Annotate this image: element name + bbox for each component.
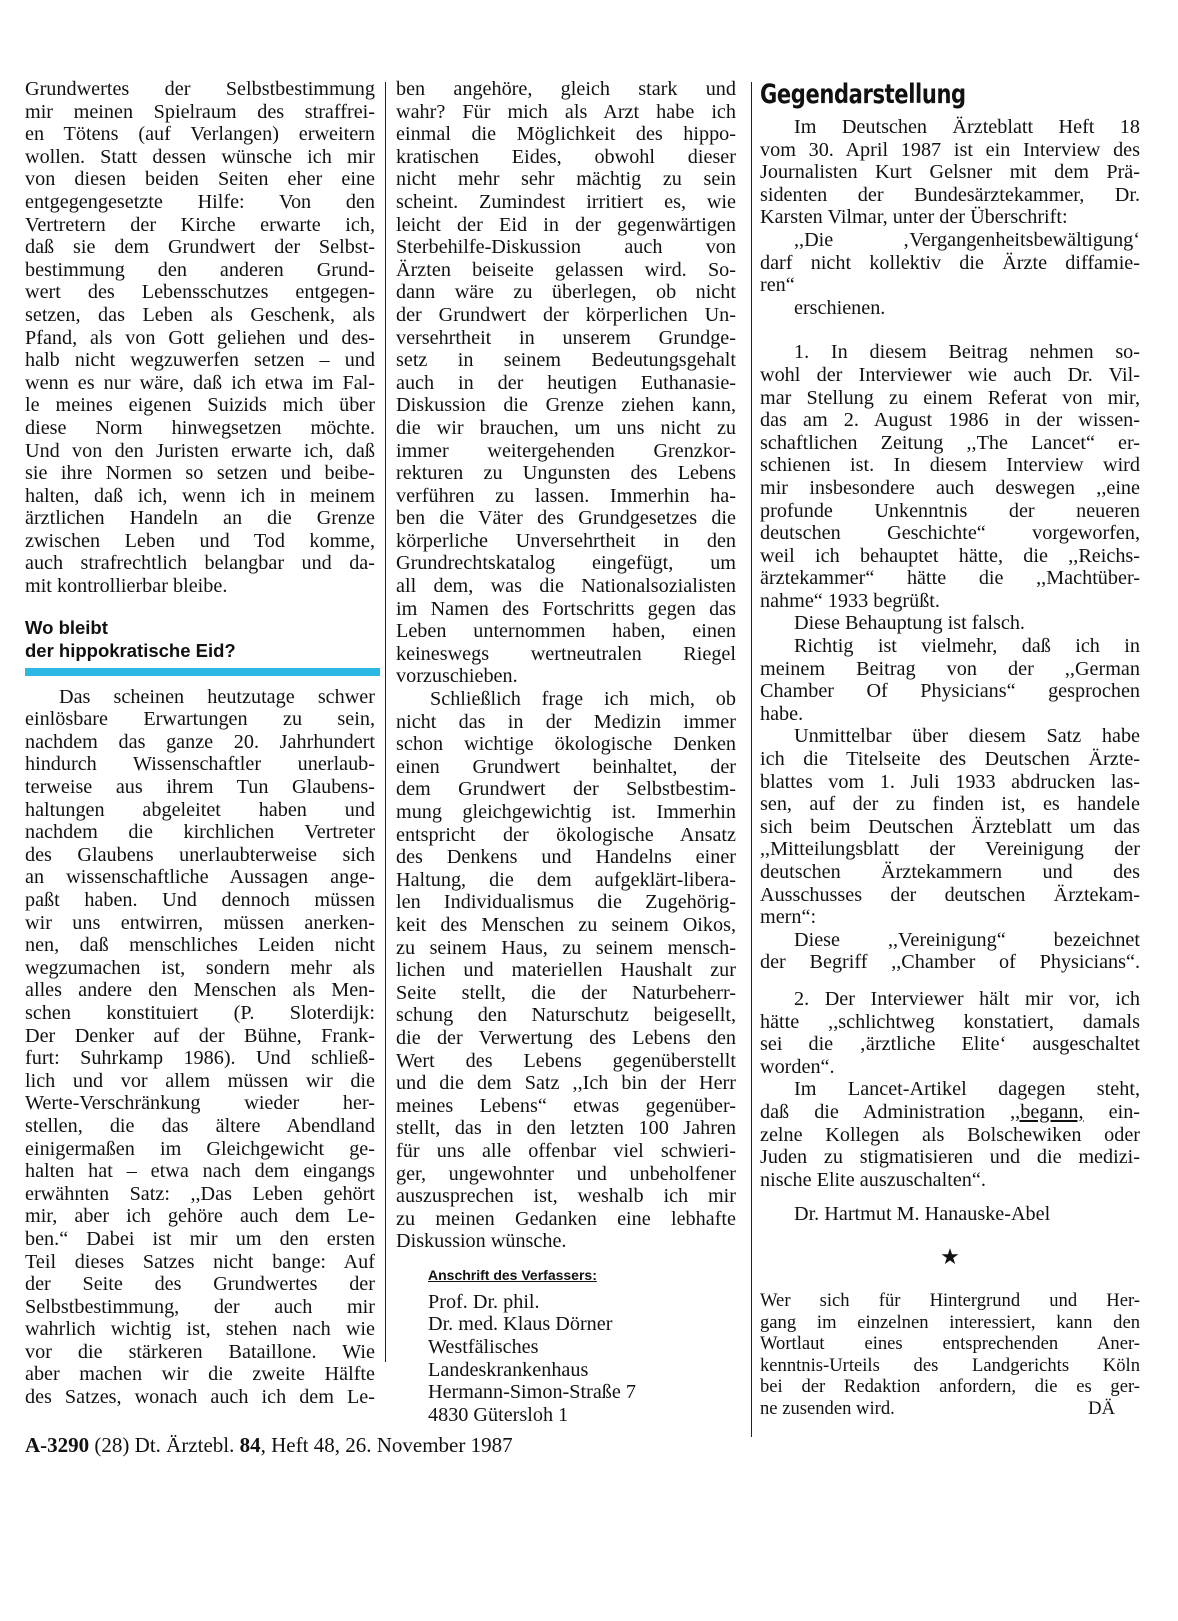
text-line: mir insbesondere auch deswegen ,,eine — [760, 476, 1140, 499]
erschienen-line — [760, 297, 1140, 320]
text-line: Leben unternommen haben, einen — [396, 620, 736, 643]
text-line: einen Grundwert beinhaltet, der — [396, 755, 736, 778]
text-line: ne zusenden wird. DÄ — [760, 1397, 1115, 1419]
text-line: daß sie dem Grundwert der Selbst- — [25, 236, 375, 259]
false-claim-line — [760, 612, 1140, 635]
text-line: ich die Titelseite des Deutschen Ärzte- — [760, 748, 1140, 771]
text-line: das am 2. August 1986 in der wissen- — [760, 409, 1140, 432]
text-line: mung gleichgewichtig ist. Immerhin — [396, 801, 736, 823]
text-line: wahrlich wichtig ist, stehen nach wie — [25, 1318, 375, 1341]
text-line: des Glaubens unerlaubterweise sich — [25, 843, 375, 866]
text-line: Diskussion die Grenze ziehen kann, — [396, 394, 736, 417]
text-line: mar Stellung zu einem Referat von mir, — [760, 386, 1140, 409]
text-line: setzen, das Leben als Geschenk, als — [25, 303, 375, 326]
text-line: auszusprechen ist, weshalb ich mir — [396, 1185, 736, 1208]
text-line: en Tötens (auf Verlangen) erweitern — [25, 123, 375, 146]
text-line: des Denkens und Handelns einer — [396, 846, 736, 869]
editor-initials: DÄ — [1088, 1397, 1115, 1419]
text-line: Werte-Verschränkung wieder her- — [25, 1092, 375, 1115]
text-line: vorzuschieben. — [396, 665, 518, 688]
text-line: ben.“ Dabei ist mir um den ersten — [25, 1227, 375, 1250]
text-line: und die dem Satz ,,Ich bin der Herr — [396, 1072, 736, 1095]
text-line: Landeskrankenhaus — [428, 1358, 589, 1381]
citation-prefix: (28) Dt. Ärztebl. — [89, 1433, 240, 1457]
text-line: stellt, das in den letzten 100 Jahren — [396, 1117, 736, 1140]
text-line: Hermann-Simon-Straße 7 — [428, 1381, 636, 1404]
text-line: schienen ist. In diesem Interview wird — [760, 454, 1140, 477]
text-line: setz in seinem Bedeutungsgehalt — [396, 349, 736, 372]
text-line: auch in der heutigen Euthanasie- — [396, 371, 736, 394]
text-line: erschienen. — [794, 296, 886, 319]
text-line: an wissenschaftliche Aussagen ange- — [25, 866, 375, 889]
text-line: halten, daß ich, wenn ich in meinem — [25, 484, 375, 507]
subheading-line: Wo bleibt — [25, 616, 108, 638]
citation-suffix: , Heft 48, 26. November 1987 — [260, 1433, 513, 1457]
text-line: Wert des Lebens gegenüberstellt — [396, 1049, 736, 1072]
text-line: darf nicht kollektiv die Ärzte diffamie- — [760, 251, 1140, 274]
text-line: vor die stärkeren Bataillone. Wie — [25, 1340, 375, 1363]
text-line: wert des Lebensschutzes entgegen- — [25, 281, 375, 304]
point-1-paragraph — [760, 341, 1140, 612]
text-line: immer weitergehenden Grenzkor- — [396, 439, 736, 462]
text-line: wahr? Für mich als Arzt habe ich — [396, 100, 736, 123]
text-line: Im Deutschen Ärzteblatt Heft 18 — [794, 116, 1140, 138]
text-line: leicht der Eid in der gegenwärtigen — [396, 213, 736, 236]
subheading-accent-bar — [25, 668, 380, 676]
text-line: nachdem das ganze 20. Jahrhundert — [25, 730, 375, 753]
text-line: dann wäre zu überlegen, ob nicht — [396, 281, 736, 304]
text-line: ben die Väter des Grundgesetzes die — [396, 507, 736, 530]
text-line: keineswegs wertneutralen Riegel — [396, 642, 736, 665]
column-divider-2 — [751, 82, 752, 1437]
text-line: Haltung, die dem aufgeklärt-libera- — [396, 868, 736, 891]
text-line: meinem Beitrag von der ,,German — [760, 657, 1140, 680]
text-line: ben angehöre, gleich stark und — [396, 78, 736, 100]
text-line: worden“. — [760, 1055, 835, 1078]
text-line: ,,Mitteilungsblatt der Vereinigung der — [760, 838, 1140, 861]
quoted-title — [760, 229, 1140, 297]
text-line: Pfand, als von Gott geliehen und des- — [25, 326, 375, 349]
page-footer — [25, 1433, 513, 1458]
text-line: körperliche Unversehrtheit in den — [396, 529, 736, 552]
text-line: wir uns entwirren, müssen anerken- — [25, 911, 375, 934]
text-line: Grundrechtskatalog eingefügt, um — [396, 552, 736, 575]
text-line: die der Verwertung des Lebens den — [396, 1026, 736, 1049]
text-line: nahme“ 1933 begrüßt. — [760, 589, 940, 612]
address-heading: Anschrift des Verfassers: — [428, 1266, 597, 1283]
text-line: 1. In diesem Beitrag nehmen so- — [794, 341, 1140, 364]
text-line: Im Lancet-Artikel dagegen steht, — [794, 1078, 1140, 1101]
text-line: wohl der Interviewer wie auch Dr. Vil- — [760, 363, 1140, 386]
text-line: zelne Kollegen als Bolschewiken oder — [760, 1123, 1140, 1146]
text-line: Grundwertes der Selbstbestimmung — [25, 78, 375, 100]
text-line: nische Elite auszuschalten“. — [760, 1168, 986, 1191]
text-line: diese Norm hinwegsetzen möchte. — [25, 416, 375, 439]
text-line: schen konstituiert (P. Sloterdijk: — [25, 1001, 375, 1024]
text-line: kratischen Eides, obwohl dieser — [396, 145, 736, 168]
column-2 — [396, 78, 736, 1426]
volume-number: 84 — [239, 1433, 261, 1457]
text-line: die wir brauchen, um uns nicht zu — [396, 416, 736, 439]
text-line: keit des Menschen zu seinem Oikos, — [396, 913, 736, 936]
col2-paragraph-1 — [396, 78, 736, 688]
text-line: vom 30. April 1987 ist ein Interview des — [760, 138, 1140, 161]
text-line: scheint. Zumindest irritiert es, wie — [396, 190, 736, 213]
text-line: einlösbare Erwartungen zu sein, — [25, 708, 375, 731]
text-line: auch strafrechtlich belangbar und da- — [25, 552, 375, 575]
text-line: erwähnten Satz: ,,Das Leben gehört — [25, 1182, 375, 1205]
text-line: halten hat – etwa nach dem eingangs — [25, 1160, 375, 1183]
text-line: furt: Suhrkamp 1986). Und schließ- — [25, 1047, 375, 1070]
text-line: des Satzes, wonach auch ich dem Le- — [25, 1386, 375, 1409]
text-line: entspricht der ökologische Ansatz — [396, 823, 736, 846]
text-line: schung den Naturschutz beigesellt, — [396, 1004, 736, 1027]
text-line: nen, daß menschliches Leiden nicht — [25, 934, 375, 957]
text-line: Richtig ist vielmehr, daß ich in — [794, 635, 1140, 658]
text-line: zu seinem Haus, zu seinem mensch- — [396, 936, 736, 959]
text-line: für uns alle offenbar viel schwieri- — [396, 1139, 736, 1162]
text-line: entgegengesetzte Hilfe: Von den — [25, 190, 375, 213]
text-line: ärztekammer“ hätte die ,,Machtüber- — [760, 567, 1140, 590]
text-line: kenntnis-Urteils des Landgerichts Köln — [760, 1354, 1140, 1376]
text-line: Selbstbestimmung, der auch mir — [25, 1295, 375, 1318]
text-line: Sterbehilfe-Diskussion auch von — [396, 236, 736, 259]
text-line: Der Denker auf der Bühne, Frank- — [25, 1024, 375, 1047]
text-line: le meines eigenen Suizids mich über — [25, 394, 375, 417]
text-line: habe. — [760, 702, 804, 725]
text-line: ärztlichen Handeln an die Grenze — [25, 507, 375, 530]
star-divider-icon: ★ — [940, 1243, 960, 1269]
text-line: weil ich behauptet hätte, die ,,Reichs- — [760, 544, 1140, 567]
text-line: Prof. Dr. phil. — [428, 1290, 540, 1313]
text-line: einigermaßen im Gleichgewicht ge- — [25, 1137, 375, 1160]
text-line: Vertretern der Kirche erwarte ich, — [25, 213, 375, 236]
text-line: haltungen abgeleitet haben und — [25, 798, 375, 821]
text-line: wenn es nur wäre, daß ich etwa im Fal- — [25, 371, 375, 394]
text-line: blattes vom 1. Juli 1933 abdrucken las- — [760, 770, 1140, 793]
text-line: meines Lebens“ etwas gegenüber- — [396, 1094, 736, 1117]
text-line: Das scheinen heutzutage schwer — [59, 685, 375, 708]
text-line: schon wichtige ökologische Denken — [396, 733, 736, 756]
text-line: len Individualismus die Zugehörig- — [396, 891, 736, 914]
text-line: alles andere den Menschen als Men- — [25, 979, 375, 1002]
vereinigung-paragraph — [760, 929, 1140, 974]
text-line: Wer sich für Hintergrund und Her- — [760, 1289, 1140, 1311]
text-line: Unmittelbar über diesem Satz habe — [794, 725, 1140, 748]
text-line: mir, aber ich gehöre auch dem Le- — [25, 1205, 375, 1228]
text-line: Juden zu stigmatisieren und die medizi- — [760, 1146, 1140, 1169]
text-line: bestimmung den anderen Grund- — [25, 258, 375, 281]
text-line: sich beim Deutschen Ärzteblatt um das — [760, 815, 1140, 838]
text-line: nicht das in der Medizin immer — [396, 710, 736, 733]
text-line: der Grundwert der körperlichen Un- — [396, 303, 736, 326]
text-line: von diesen beiden Seiten eher eine — [25, 168, 375, 191]
text-line: rekturen zu Ungunsten des Lebens — [396, 462, 736, 485]
editorial-note — [760, 1290, 1140, 1420]
text-line: hätte ,,schlichtweg konstatiert, damals — [760, 1010, 1140, 1033]
text-line: Ausschusses der deutschen Ärztekam- — [760, 883, 1140, 906]
text-line: ren“ — [760, 274, 795, 297]
text-line: Diskussion wünsche. — [396, 1230, 567, 1253]
text-line: hindurch Wissenschaftler unerlaub- — [25, 753, 375, 776]
text-line: mern“: — [760, 906, 817, 929]
lancet-paragraph — [760, 1078, 1140, 1191]
text-line: lichen und materiellen Haushalt zur — [396, 959, 736, 982]
text-line: gang im einzelnen interessiert, kann den — [760, 1311, 1140, 1333]
text-line: versehrtheit in unserem Grundge- — [396, 326, 736, 349]
text-line: der Seite des Grundwertes der — [25, 1273, 375, 1296]
text-line: einmal die Möglichkeit des hippo- — [396, 123, 736, 146]
column-1 — [25, 78, 375, 1409]
text-line: Diese ,,Vereinigung“ bezeichnet — [794, 928, 1140, 951]
text-line: nachdem die kirchlichen Vertreter — [25, 821, 375, 844]
page-number: A-3290 — [25, 1433, 90, 1457]
col1-paragraph-1 — [25, 78, 375, 598]
text-line: wegzumachen ist, sondern mehr als — [25, 956, 375, 979]
text-line: sei die ‚ärztliche Elite‘ ausgeschaltet — [760, 1033, 1140, 1056]
text-line: im Namen des Fortschritts gegen das — [396, 597, 736, 620]
text-line: bei der Redaktion anfordern, die es ger- — [760, 1376, 1140, 1398]
text-line: 2. Der Interviewer hält mir vor, ich — [794, 987, 1140, 1010]
gegendarstellung-heading: Gegendarstellung — [760, 79, 966, 110]
signature: Dr. Hartmut M. Hanauske-Abel — [794, 1203, 1051, 1226]
text-line: Seite stellt, die der Naturbeherr- — [396, 981, 736, 1004]
text-line: daß die Administration ,,begann, ein- — [760, 1100, 1141, 1123]
section-subheading — [25, 616, 375, 676]
author-address — [396, 1291, 736, 1427]
point-2-paragraph — [760, 988, 1140, 1078]
underlined-word: ,,begann, — [1010, 1100, 1084, 1123]
text-line: halb nicht wegzuwerfen setzen – und — [25, 349, 375, 372]
text-line: deutschen Geschichte“ vorgeworfen, — [760, 522, 1140, 545]
text-line: 4830 Gütersloh 1 — [428, 1403, 569, 1426]
text-line: Diese Behauptung ist falsch. — [794, 612, 1025, 635]
text-line: Chamber Of Physicians“ gesprochen — [760, 680, 1140, 703]
text-line: sen, auf der zu finden ist, es handele — [760, 793, 1140, 816]
text-line: stellen, die das ältere Abendland — [25, 1114, 375, 1137]
text-line: sie ihre Normen so setzen und beibe- — [25, 462, 375, 485]
text-line: mir meinen Spielraum des straffrei- — [25, 100, 375, 123]
text-line: terweise aus ihrem Tun Glaubens- — [25, 776, 375, 799]
subheading-line: der hippokratische Eid? — [25, 639, 236, 661]
column-divider-1 — [385, 82, 386, 1362]
column-3 — [760, 78, 1140, 1419]
col2-paragraph-2 — [396, 688, 736, 1253]
text-line: verführen zu lassen. Immerhin ha- — [396, 484, 736, 507]
text-line: mit kontrollierbar bleibe. — [25, 575, 228, 598]
text-line: der Begriff ,,Chamber of Physicians“. — [760, 951, 1140, 974]
text-line: ,,Die ‚Vergangenheitsbewältigung‘ — [794, 228, 1140, 251]
text-line: deutschen Ärztekammern und des — [760, 861, 1140, 883]
text-line: Dr. med. Klaus Dörner — [428, 1313, 613, 1336]
correct-paragraph — [760, 635, 1140, 725]
text-line: Wortlaut eines entsprechenden Aner- — [760, 1333, 1140, 1355]
text-line: lich und vor allem müssen wir die — [25, 1069, 375, 1092]
text-line: nicht mehr sehr mächtig zu sein — [396, 168, 736, 191]
text-line: Westfälisches — [428, 1336, 539, 1359]
text-line: dem Grundwert der Selbstbestim- — [396, 778, 736, 801]
text-line: zu meinen Gedanken eine lebhafte — [396, 1207, 736, 1230]
text-line: aber machen wir die zweite Hälfte — [25, 1363, 375, 1386]
text-line: schaftlichen Zeitung ,,The Lancet“ er- — [760, 431, 1140, 454]
text-line: Schließlich frage ich mich, ob — [430, 688, 736, 711]
text-line: all dem, was die Nationalsozialisten — [396, 575, 736, 598]
text-line: Karsten Vilmar, unter der Überschrift: — [760, 206, 1068, 229]
text-line: Ärzten beiseite gelassen wird. So- — [396, 258, 736, 281]
text-line: paßt haben. Und dennoch müssen — [25, 889, 375, 911]
text-line: profunde Unkenntnis der neueren — [760, 499, 1140, 522]
text-line: Teil dieses Satzes nicht bange: Auf — [25, 1250, 375, 1273]
intro-paragraph — [760, 116, 1140, 229]
text-line: zwischen Leben und Tod komme, — [25, 529, 375, 552]
title-page-paragraph — [760, 725, 1140, 928]
text-line: Und von den Juristen erwarte ich, daß — [25, 439, 375, 462]
text-line: sidenten der Bundesärztekammer, Dr. — [760, 183, 1140, 206]
text-line: wollen. Statt dessen wünsche ich mir — [25, 145, 375, 168]
text-line: ger, ungewohnter und unbeholfener — [396, 1162, 736, 1185]
text-line: Journalisten Kurt Gelsner mit dem Prä- — [760, 161, 1140, 184]
col1-paragraph-2 — [25, 686, 375, 1409]
